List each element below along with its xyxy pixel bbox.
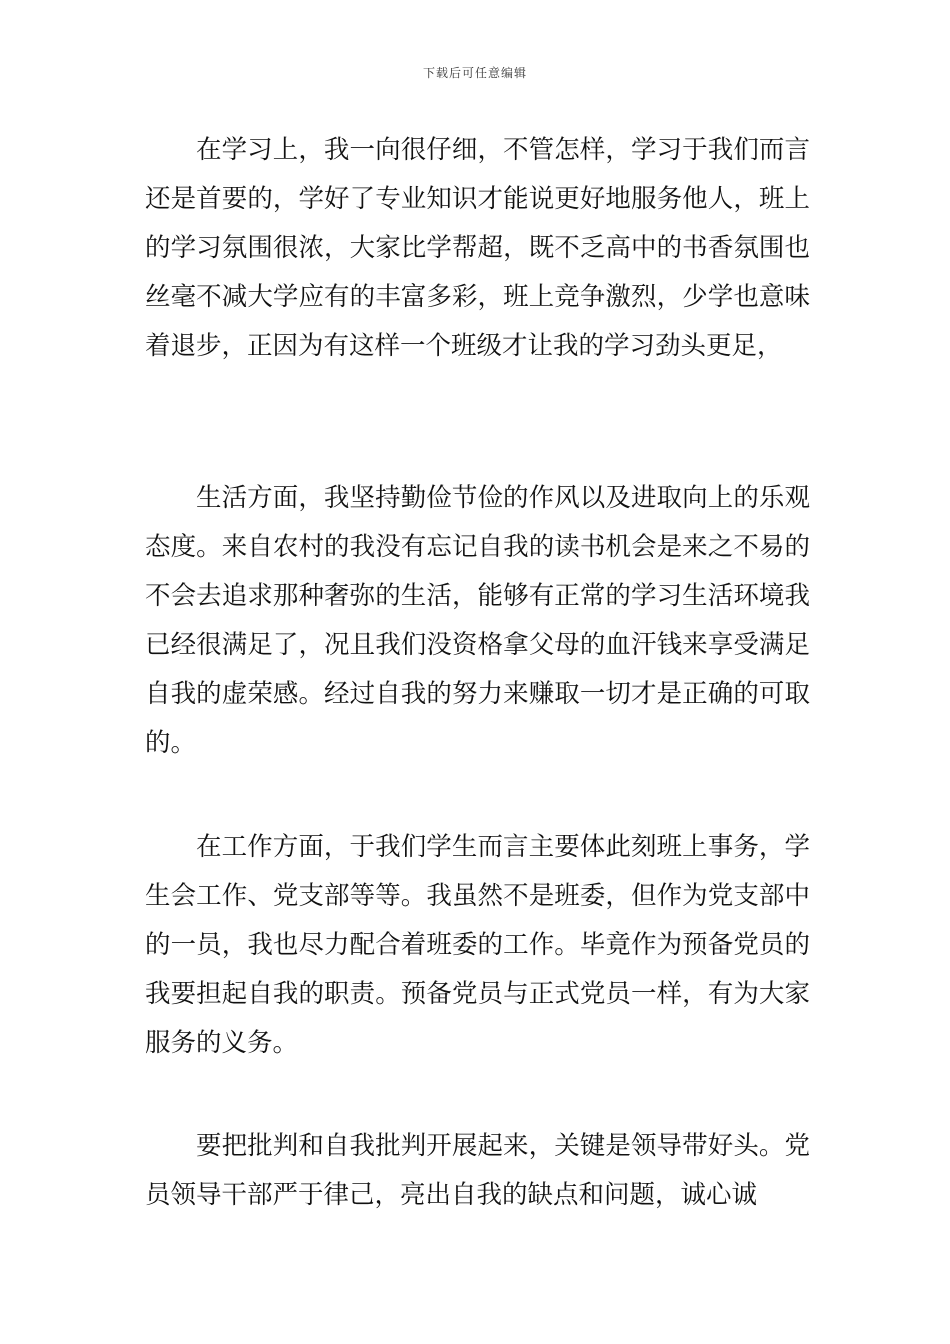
paragraph-criticism: 要把批判和自我批判开展起来，关键是领导带好头。党员领导干部严于律己，亮出自我的缺点和问题，诚心诚 xyxy=(145,1131,810,1210)
header-note: 下载后可任意编辑 xyxy=(422,66,527,80)
paragraph-work: 在工作方面，于我们学生而言主要体此刻班上事务，学生会工作、党支部等等。我虽然不是班委，但作为党支部中的一员，我也尽力配合着班委的工作。毕竟作为预备党员的我要担起自我的职责。预备党员与正式党员一样，有为大家服务的义务。 xyxy=(145,832,810,1058)
paragraph-life: 生活方面，我坚持勤俭节俭的作风以及进取向上的乐观态度。来自农村的我没有忘记自我的读书机会是来之不易的不会去追求那种奢弥的生活，能够有正常的学习生活环境我已经很满足了，况且我们没资格拿父母的血汗钱来享受满足自我的虚荣感。经过自我的努力来赚取一切才是正确的可取的。 xyxy=(145,483,810,758)
paragraph-study: 在学习上，我一向很仔细，不管怎样，学习于我们而言还是首要的，学好了专业知识才能说更好地服务他人，班上的学习氛围很浓，大家比学帮超，既不乏高中的书香氛围也丝毫不减大学应有的丰富多彩，班上竞争激烈，少学也意味着退步，正因为有这样一个班级才让我的学习劲头更足， xyxy=(145,135,810,361)
